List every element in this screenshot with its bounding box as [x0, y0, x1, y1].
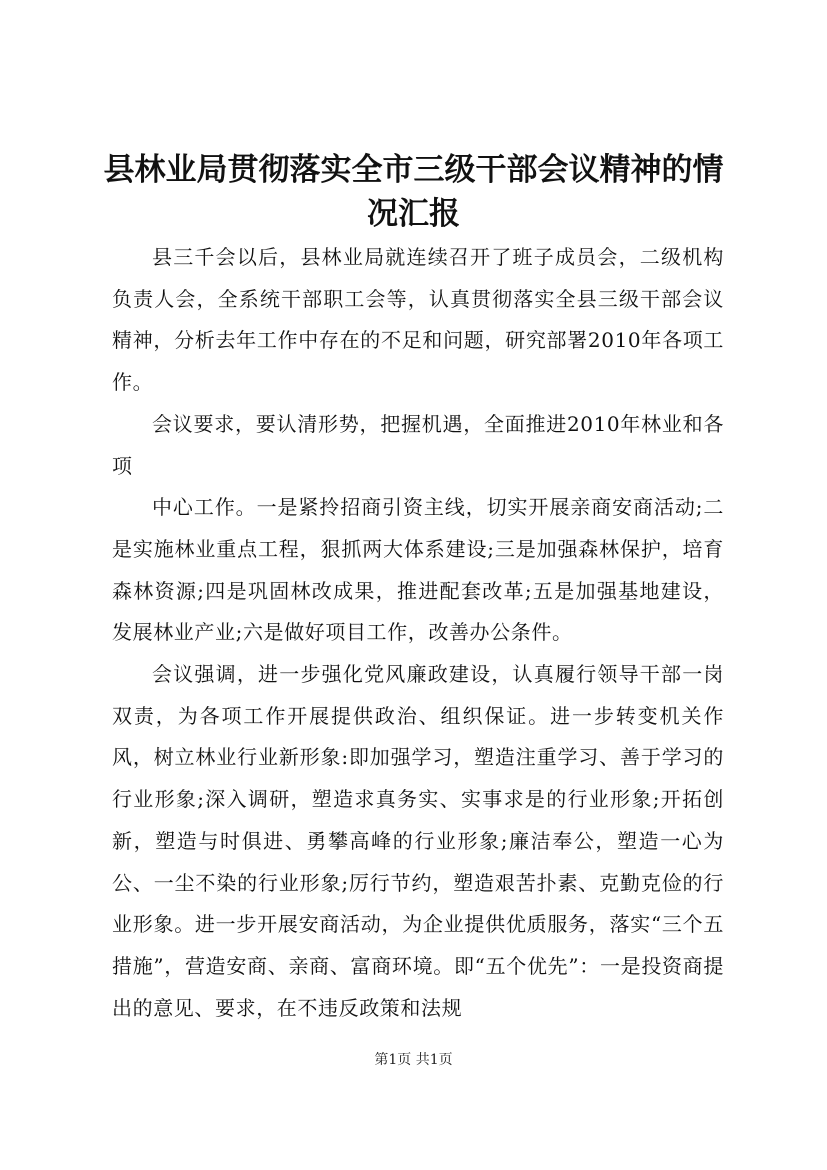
paragraph-3: 中心工作。一是紧拎招商引资主线，切实开展亲商安商活动;二是实施林业重点工程，狠抓两大体系建设;三是加强森林保护，培育森林资源;四是巩固林改成果，推进配套改革;五是加强基地建设，发展林业产业;六是做好项目工作，改善办公条件。	[112, 495, 724, 645]
paragraph-1: 县三千会以后，县林业局就连续召开了班子成员会，二级机构负责人会，全系统干部职工会等，认真贯彻落实全县三级干部会议精神，分析去年工作中存在的不足和问题，研究部署2010年各项工作。	[112, 245, 724, 395]
document-title: 县林业局贯彻落实全市三级干部会议精神的情况汇报	[103, 152, 724, 232]
paragraph-4: 会议强调，进一步强化党风廉政建设，认真履行领导干部一岗双责，为各项工作开展提供政治、组织保证。进一步转变机关作风，树立林业行业新形象:即加强学习，塑造注重学习、善于学习的行业形象;深入调研，塑造求真务实、实事求是的行业形象;开拓创新，塑造与时俱进、勇攀高峰的行业形象;廉洁奉公，塑造一心为公、一尘不染的行业形象;厉行节约，塑造艰苦扑素、克勤克俭的行业形象。进一步开展安商活动，为企业提供优质服务，落实“三个五措施”，营造安商、亲商、富商环境。即“五个优先”：一是投资商提出的意见、要求，在不违反政策和法规	[112, 662, 724, 1020]
document-body	[112, 237, 724, 1029]
paragraph-2: 会议要求，要认清形势，把握机遇，全面推进2010年林业和各项	[112, 411, 724, 478]
page-footer: 第1页 共1页	[374, 1052, 453, 1068]
